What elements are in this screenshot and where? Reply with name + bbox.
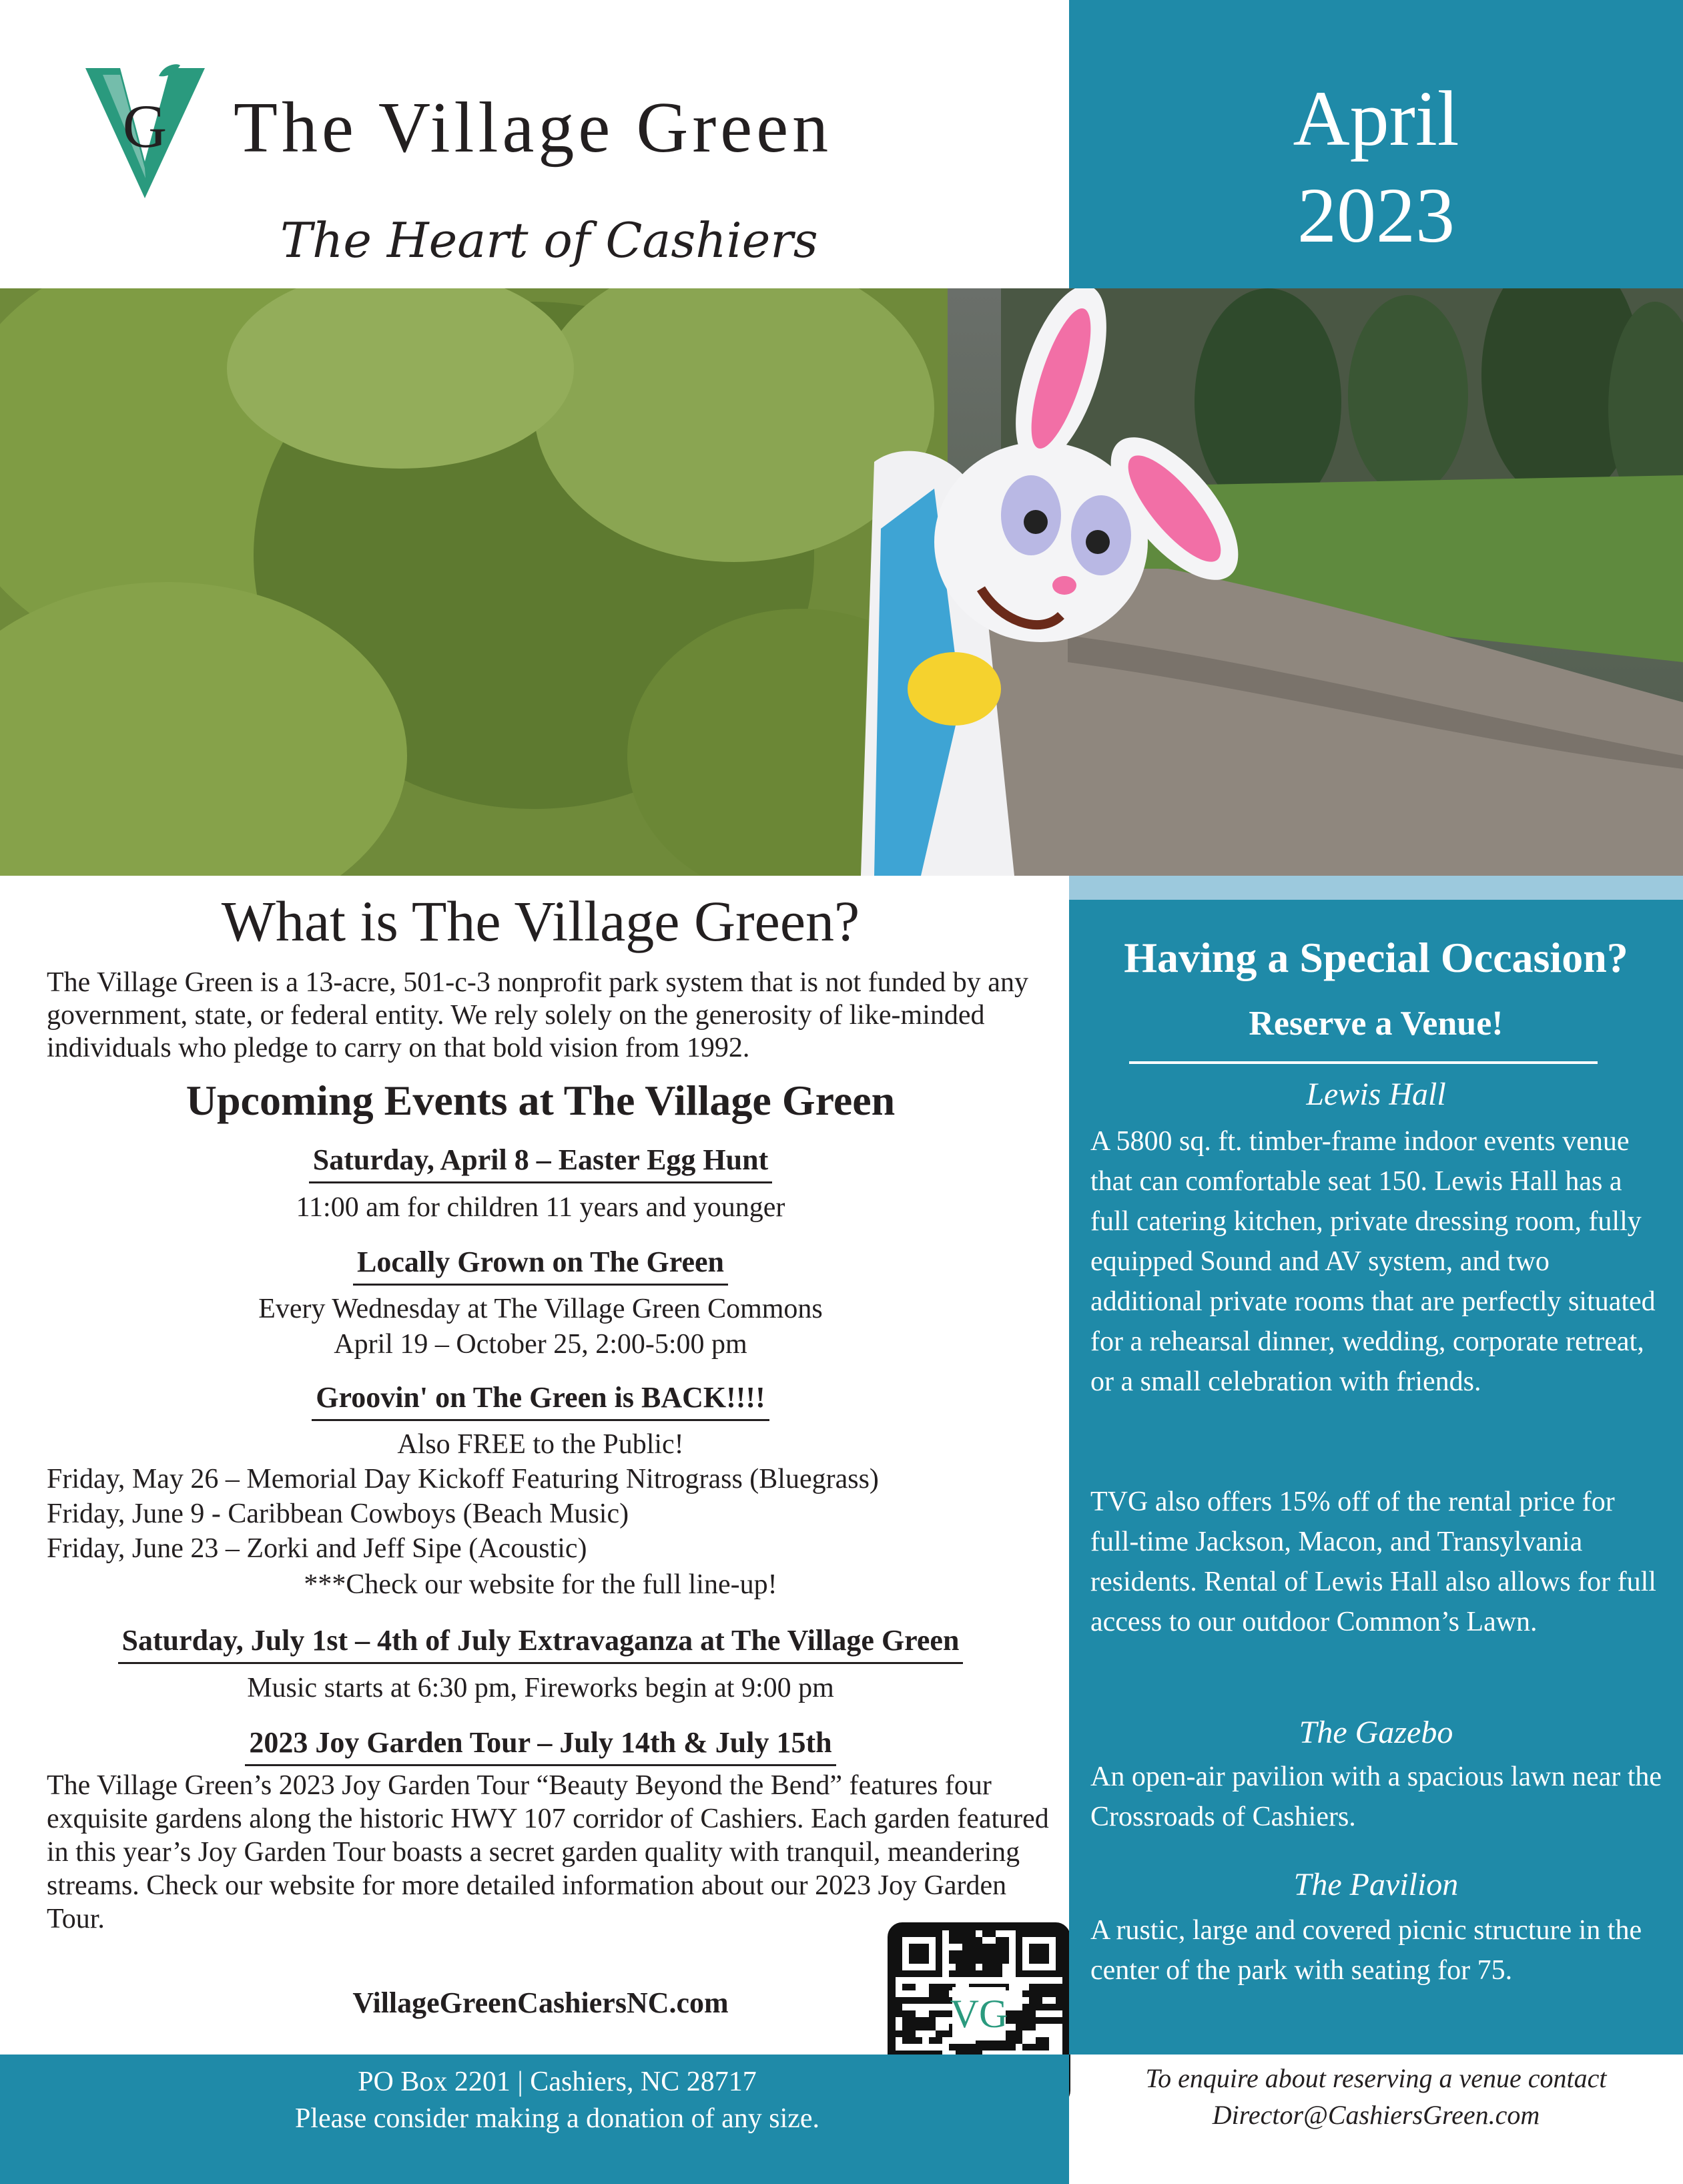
about-heading: What is The Village Green? (221, 889, 860, 953)
venue-pavilion-text: A rustic, large and covered picnic structure in the center of the park with seating for 75. (1090, 1915, 1642, 1986)
right-strip (1069, 876, 1683, 900)
venue-gazebo-title: The Gazebo (1299, 1715, 1453, 1750)
event-garden-tour-title: 2023 Joy Garden Tour – July 14th & July 15th (40, 1725, 1041, 1759)
tagline: The Heart of Cashiers (280, 212, 818, 268)
event-easter-title: Saturday, April 8 – Easter Egg Hunt (40, 1143, 1041, 1177)
venue-pavilion-title: The Pavilion (1293, 1867, 1459, 1902)
venue-subheading: Reserve a Venue! (1249, 1005, 1503, 1043)
event-groovin-free: Also FREE to the Public! (397, 1429, 684, 1460)
event-groovin-item: Friday, June 9 - Caribbean Cowboys (Beach Music) (47, 1498, 629, 1529)
issue-month: April (1293, 75, 1459, 162)
enquire-text: To enquire about reserving a venue contact (1145, 2063, 1607, 2093)
event-groovin-item: Friday, June 23 – Zorki and Jeff Sipe (Acoustic) (47, 1533, 587, 1564)
website-link[interactable]: VillageGreenCashiersNC.com (352, 1986, 729, 2019)
issue-date-box (1069, 0, 1683, 288)
events-heading: Upcoming Events at The Village Green (186, 1077, 896, 1124)
svg-text:VG: VG (950, 1992, 1008, 2036)
divider (1129, 1061, 1598, 1064)
about-text: The Village Green is a 13-acre, 501-c-3 nonprofit park system that is not funded by any government, state, or federal entity. We rely solely on the generosity of like-minded individuals who pledge to carry on that bold vision from 1992. (47, 967, 1028, 1063)
event-locally-grown-detail: Every Wednesday at The Village Green Commons (258, 1294, 823, 1324)
venue-lewis-hall-discount: TVG also offers 15% off of the rental price for full-time Jackson, Macon, and Transylvania residents. Rental of Lewis Hall also allows for full access to our outdoor Common’s Lawn. (1090, 1486, 1656, 1637)
svg-text:G: G (122, 92, 167, 160)
event-easter-detail: 11:00 am for children 11 years and younger (296, 1192, 785, 1223)
event-groovin-item: Friday, May 26 – Memorial Day Kickoff Featuring Nitrograss (Bluegrass) (47, 1464, 879, 1494)
event-garden-tour-text: The Village Green’s 2023 Joy Garden Tour “Beauty Beyond the Bend” features four exquisite gardens along the historic HWY 107 corridor of Cashiers. Each garden featured in this year’s Joy Garden Tour boasts a secret garden quality with tranquil, meandering streams. Check our website for more detailed information about our 2023 Joy Garden Tour. (47, 1770, 1049, 1934)
village-green-logo-icon (80, 61, 210, 202)
footer-address: PO Box 2201 | Cashiers, NC 28717 (358, 2067, 757, 2097)
footer-donate: Please consider making a donation of any size. (294, 2103, 820, 2134)
venue-lewis-hall-title: Lewis Hall (1306, 1077, 1446, 1112)
event-july-detail: Music starts at 6:30 pm, Fireworks begin at 9:00 pm (247, 1673, 834, 1703)
event-locally-grown-title: Locally Grown on The Green (40, 1245, 1041, 1279)
venue-lewis-hall-text: A 5800 sq. ft. timber-frame indoor events venue that can comfortable seat 150. Lewis Hall has a full catering kitchen, private dressing room, fully equipped Sound and AV system, and two additional private rooms that are perfectly situated for a rehearsal dinner, wedding, corporate retreat, or a small celebration with friends. (1090, 1126, 1656, 1397)
organization-name: The Village Green (234, 88, 833, 168)
event-locally-grown-dates: April 19 – October 25, 2:00-5:00 pm (334, 1329, 747, 1360)
venue-gazebo-text: An open-air pavilion with a spacious lawn near the Crossroads of Cashiers. (1090, 1761, 1662, 1832)
venue-heading: Having a Special Occasion? (1124, 934, 1628, 981)
event-groovin-title: Groovin' on The Green is BACK!!!! (40, 1380, 1041, 1414)
contact-email-link[interactable]: Director@CashiersGreen.com (1212, 2100, 1540, 2130)
easter-bunny-photo (0, 288, 1683, 876)
issue-year: 2023 (1297, 172, 1455, 259)
event-july-title: Saturday, July 1st – 4th of July Extravaganza at The Village Green (40, 1623, 1041, 1657)
event-groovin-note: ***Check our website for the full line-up! (304, 1569, 777, 1600)
